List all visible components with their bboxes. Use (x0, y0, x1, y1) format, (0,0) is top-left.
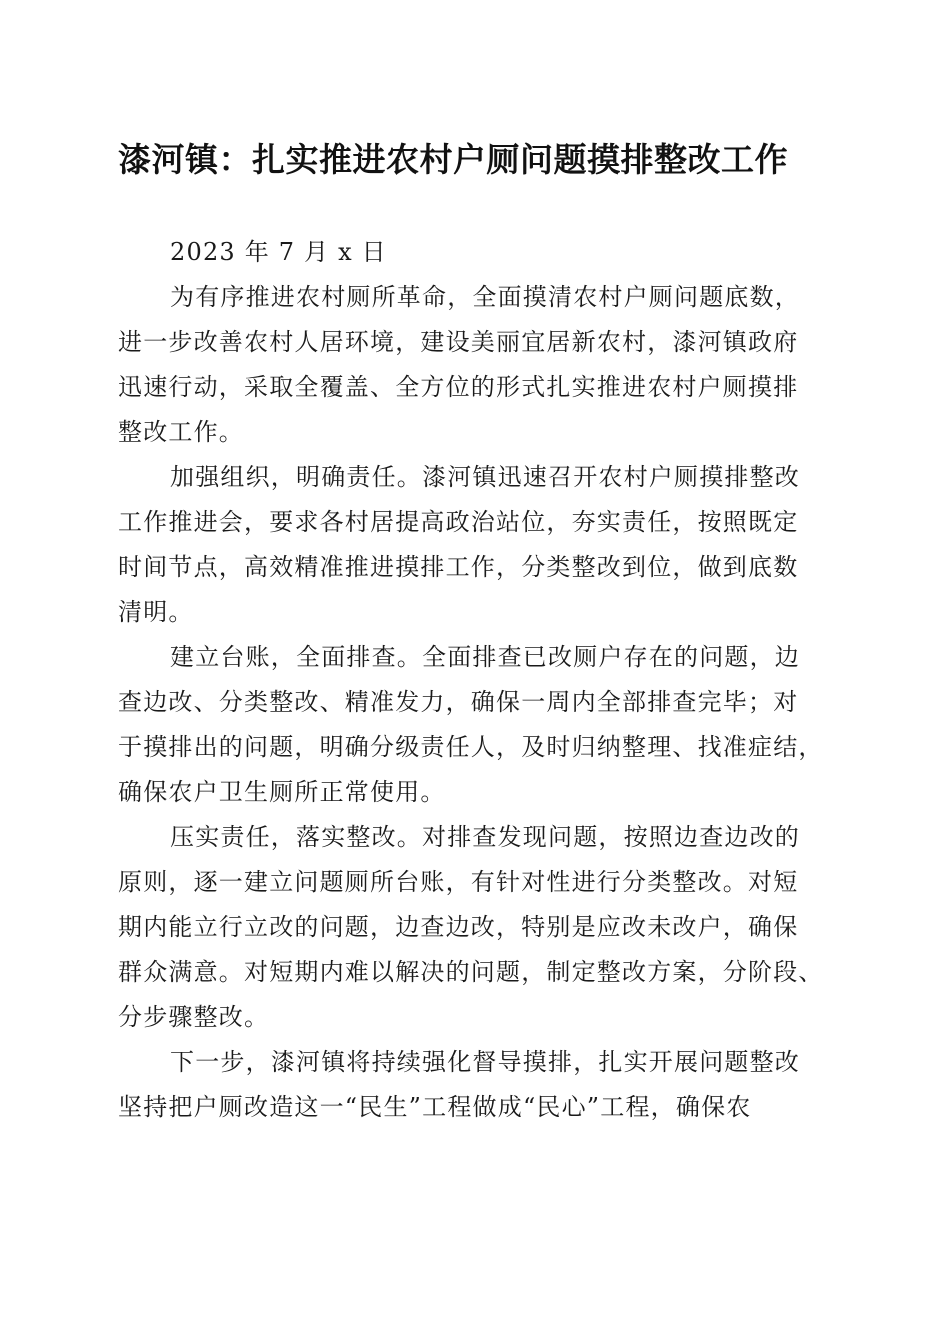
paragraph-3 (118, 635, 830, 815)
document-title: 漆河镇：扎实推进农村户厕问题摸排整改工作 (118, 140, 788, 179)
paragraph-line: 清明。 (118, 598, 194, 626)
paragraph-line: 建立台账，全面排查。全面排查已改厕户存在的问题，边 (170, 643, 800, 671)
paragraph-line: 加强组织，明确责任。漆河镇迅速召开农村户厕摸排整改 (170, 463, 800, 491)
paragraph-line: 进一步改善农村人居环境，建设美丽宜居新农村，漆河镇政府 (118, 328, 799, 356)
paragraph-line: 查边改、分类整改、精准发力，确保一周内全部排查完毕；对 (118, 688, 799, 716)
paragraph-line: 整改工作。 (118, 418, 244, 446)
paragraph-line: 期内能立行立改的问题，边查边改，特别是应改未改户，确保 (118, 913, 799, 941)
document-body (118, 230, 830, 1130)
paragraph-4 (118, 815, 830, 1040)
paragraph-line: 下一步，漆河镇将持续强化督导摸排，扎实开展问题整改 (170, 1048, 800, 1076)
paragraph-line: 于摸排出的问题，明确分级责任人，及时归纳整理、找准症结， (118, 733, 824, 761)
paragraph-1 (118, 275, 830, 455)
paragraph-line: 时间节点，高效精准推进摸排工作，分类整改到位，做到底数 (118, 553, 799, 581)
paragraph-line: 压实责任，落实整改。对排查发现问题，按照边查边改的 (170, 823, 800, 851)
paragraph-2 (118, 455, 830, 635)
paragraph-line: 工作推进会，要求各村居提高政治站位，夯实责任，按照既定 (118, 508, 799, 536)
document-date: 2023 年 7 月 x 日 (170, 238, 387, 266)
paragraph-line: 坚持把户厕改造这一“民生”工程做成“民心”工程，确保农 (118, 1093, 752, 1121)
paragraph-5 (118, 1040, 830, 1130)
paragraph-line: 确保农户卫生厕所正常使用。 (118, 778, 446, 806)
paragraph-line: 为有序推进农村厕所革命，全面摸清农村户厕问题底数， (170, 283, 800, 311)
paragraph-line: 群众满意。对短期内难以解决的问题，制定整改方案，分阶段、 (118, 958, 824, 986)
paragraph-line: 原则，逐一建立问题厕所台账，有针对性进行分类整改。对短 (118, 868, 799, 896)
paragraph-line: 迅速行动，采取全覆盖、全方位的形式扎实推进农村户厕摸排 (118, 373, 799, 401)
paragraph-line: 分步骤整改。 (118, 1003, 270, 1031)
